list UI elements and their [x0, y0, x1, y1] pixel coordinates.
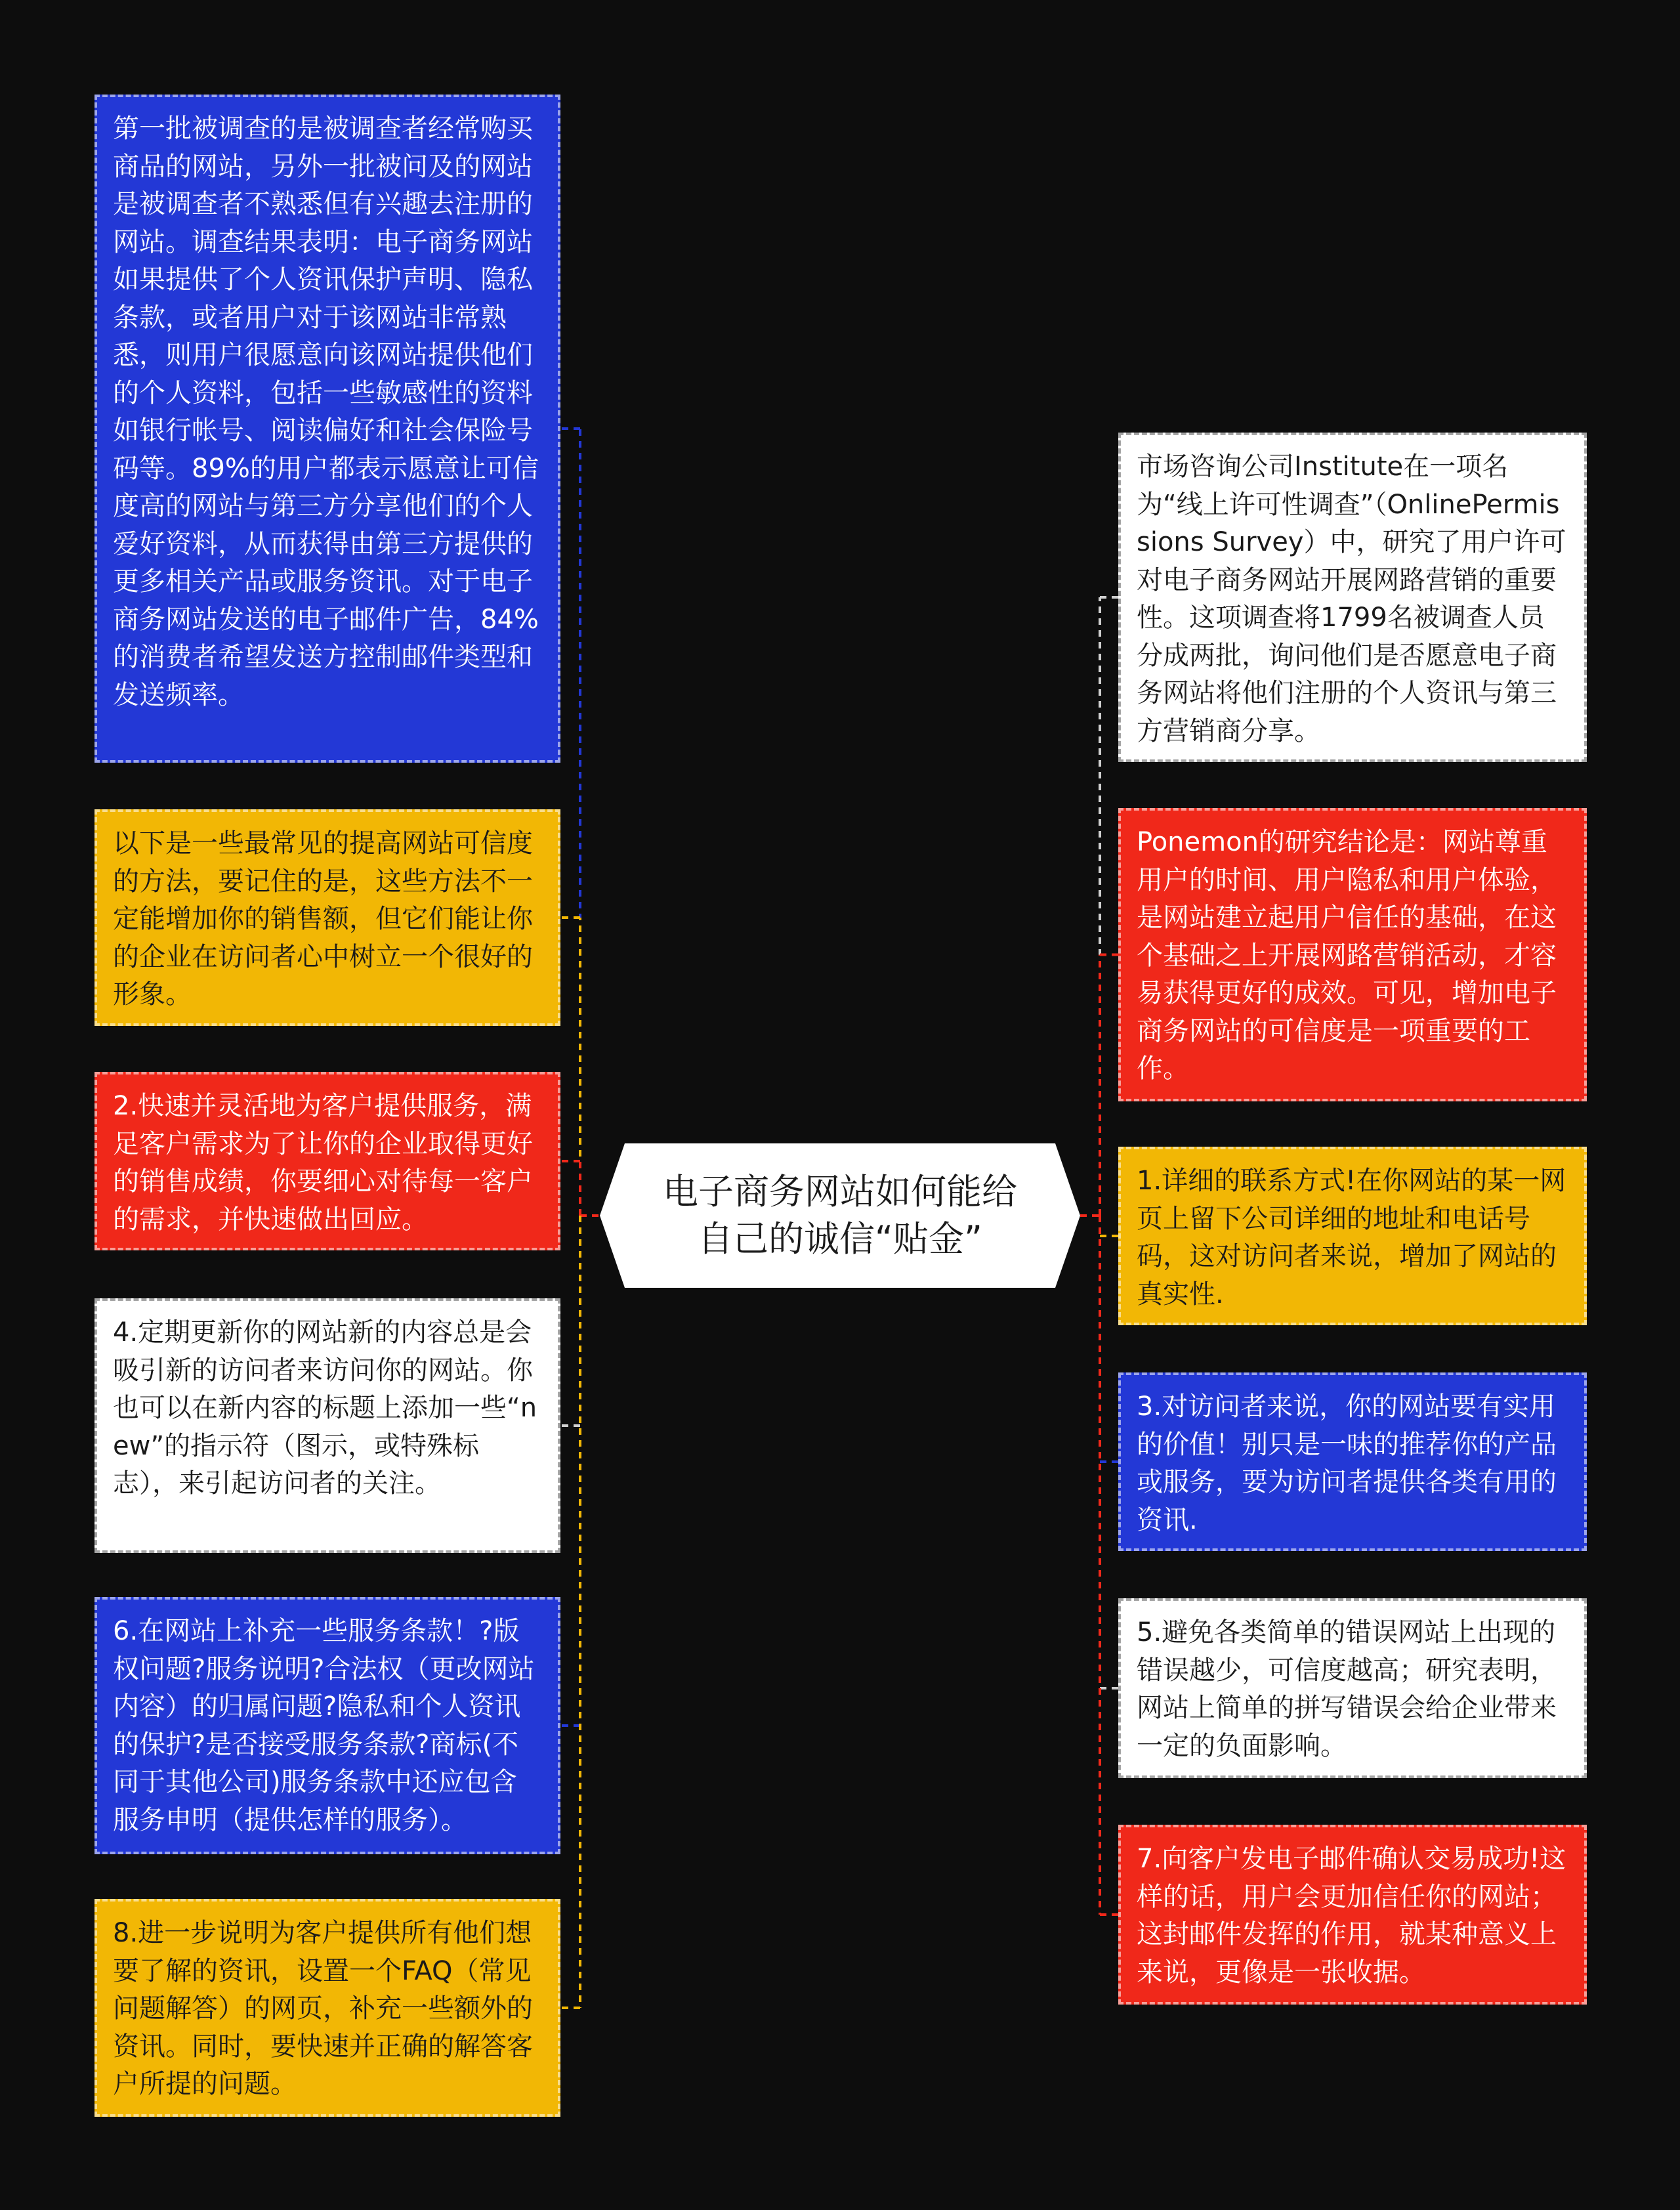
left-node-3[interactable]: 2.快速并灵活地为客户提供服务，满足客户需求为了让你的企业取得更好的销售成绩，你要细心对待每一客户的需求，并快速做出回应。 [94, 1072, 560, 1250]
left-node-5[interactable]: 6.在网站上补充一些服务条款！?版权问题?服务说明?合法权（更改网站内容）的归属问题?隐私和个人资讯的保护?是否接受服务条款?商标(不同于其他公司)服务条款中还应包含服务申明（提供怎样的服务）。 [94, 1597, 560, 1854]
central-topic[interactable] [600, 1143, 1080, 1288]
right-node-5[interactable]: 5.避免各类简单的错误网站上出现的错误越少，可信度越高；研究表明，网站上简单的拼写错误会给企业带来一定的负面影响。 [1118, 1598, 1587, 1778]
left-node-6[interactable]: 8.进一步说明为客户提供所有他们想要了解的资讯，设置一个FAQ（常见问题解答）的网页，补充一些额外的资讯。同时，要快速并正确的解答客户所提的问题。 [94, 1899, 560, 2117]
left-node-2[interactable]: 以下是一些最常见的提高网站可信度的方法，要记住的是，这些方法不一定能增加你的销售额，但它们能让你的企业在访问者心中树立一个很好的形象。 [94, 809, 560, 1026]
right-node-3[interactable]: 1.详细的联系方式!在你网站的某一网页上留下公司详细的地址和电话号码，这对访问者来说，增加了网站的真实性. [1118, 1147, 1587, 1325]
right-node-4[interactable]: 3.对访问者来说，你的网站要有实用的价值！别只是一味的推荐你的产品或服务，要为访问者提供各类有用的资讯. [1118, 1372, 1587, 1551]
left-node-1[interactable]: 第一批被调查的是被调查者经常购买商品的网站，另外一批被问及的网站是被调查者不熟悉但有兴趣去注册的网站。调查结果表明：电子商务网站如果提供了个人资讯保护声明、隐私条款，或者用户对于该网站非常熟悉，则用户很愿意向该网站提供他们的个人资料，包括一些敏感性的资料如银行帐号、阅读偏好和社会保险号码等。89%的用户都表示愿意让可信度高的网站与第三方分享他们的个人爱好资料，从而获得由第三方提供的更多相关产品或服务资讯。对于电子商务网站发送的电子邮件广告，84%的消费者希望发送方控制邮件类型和发送频率。 [94, 95, 560, 763]
right-node-1[interactable]: 市场咨询公司Institute在一项名为“线上许可性调查”（OnlinePermissions Survey）中，研究了用户许可对电子商务网站开展网路营销的重要性。这项调查将1799名被调查人员分成两批，询问他们是否愿意电子商务网站将他们注册的个人资讯与第三方营销商分享。 [1118, 433, 1587, 762]
left-node-4[interactable]: 4.定期更新你的网站新的内容总是会吸引新的访问者来访问你的网站。你也可以在新内容的标题上添加一些“new”的指示符（图示，或特殊标志），来引起访问者的关注。 [94, 1298, 560, 1553]
right-node-2[interactable]: Ponemon的研究结论是：网站尊重用户的时间、用户隐私和用户体验，是网站建立起用户信任的基础，在这个基础之上开展网路营销活动，才容易获得更好的成效。可见，增加电子商务网站的可信度是一项重要的工作。 [1118, 808, 1587, 1101]
right-node-6[interactable]: 7.向客户发电子邮件确认交易成功!这样的话，用户会更加信任你的网站；这封邮件发挥的作用，就某种意义上来说，更像是一张收据。 [1118, 1825, 1587, 2005]
central-topic-text: 电子商务网站如何能给自己的诚信“贴金” [663, 1171, 1017, 1260]
